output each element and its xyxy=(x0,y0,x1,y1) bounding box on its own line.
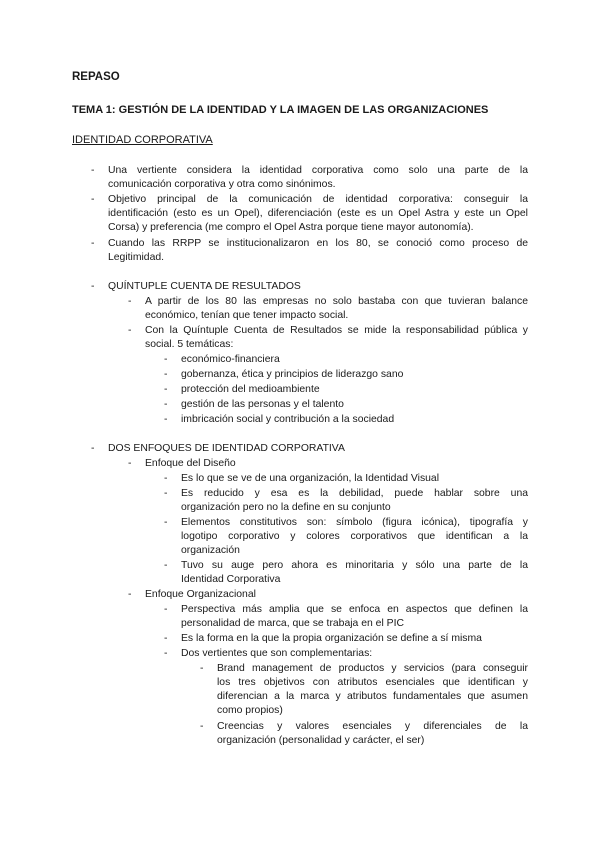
text-line: QUÍNTUPLE CUENTA DE RESULTADOS xyxy=(108,281,301,292)
bullet-marker: - xyxy=(164,414,168,425)
bullet-marker: - xyxy=(164,354,168,365)
bullet-marker: - xyxy=(164,648,168,659)
text-line: comunicación corporativa y otra como sinónimos. xyxy=(108,179,336,190)
text-line: Identidad Corporativa xyxy=(181,574,281,585)
section-title: IDENTIDAD CORPORATIVA xyxy=(72,134,213,146)
text-line: Perspectiva más amplia que se enfoca en aspectos que definen la xyxy=(181,604,528,615)
text-line: Es reducido y esa es la debilidad, puede hablar sobre una xyxy=(181,488,528,499)
bullet-marker: - xyxy=(128,296,132,307)
text-line: imbricación social y contribución a la sociedad xyxy=(181,414,395,425)
bullet-marker: - xyxy=(164,633,168,644)
text-line: protección del medioambiente xyxy=(181,384,320,395)
text-line: gobernanza, ética y principios de liderazgo sano xyxy=(181,369,404,380)
text-line: Cuando las RRPP se institucionalizaron en los 80, se conoció como proceso de xyxy=(108,238,528,249)
bullet-marker: - xyxy=(91,281,95,292)
document-heading: REPASO xyxy=(72,71,120,83)
text-line: Enfoque del Diseño xyxy=(145,458,236,469)
bullet-marker: - xyxy=(91,238,95,249)
bullet-marker: - xyxy=(128,589,132,600)
bullet-marker: - xyxy=(164,384,168,395)
text-line: Tuvo su auge pero ahora es minoritaria y sólo una parte de la xyxy=(181,560,528,571)
bullet-marker: - xyxy=(128,325,132,336)
text-line: organización (personalidad y carácter, el ser) xyxy=(217,735,425,746)
bullet-marker: - xyxy=(164,488,168,499)
text-line: los tres objetivos con atributos esenciales que identifican y xyxy=(217,677,528,688)
bullet-marker: - xyxy=(200,721,204,732)
text-line: identificación (esto es un Opel), diferenciación (este es un Opel Astra y este un Opel xyxy=(108,208,528,219)
text-line: Es la forma en la que la propia organización se define a sí misma xyxy=(181,633,482,644)
text-line: Elementos constitutivos son: símbolo (figura icónica), tipografía y xyxy=(181,517,528,528)
bullet-marker: - xyxy=(200,663,204,674)
text-line: A partir de los 80 las empresas no solo bastaba con que tuvieran balance xyxy=(145,296,528,307)
bullet-marker: - xyxy=(91,194,95,205)
text-line: organización xyxy=(181,545,240,556)
bullet-marker: - xyxy=(164,517,168,528)
text-line: Una vertiente considera la identidad corporativa como solo una parte de la xyxy=(108,165,528,176)
topic-title: TEMA 1: GESTIÓN DE LA IDENTIDAD Y LA IMAGEN DE LAS ORGANIZACIONES xyxy=(72,104,489,116)
text-line: social. 5 temáticas: xyxy=(145,339,234,350)
bullet-marker: - xyxy=(91,443,95,454)
text-line: Dos vertientes que son complementarias: xyxy=(181,648,373,659)
text-line: Enfoque Organizacional xyxy=(145,589,256,600)
text-line: logotipo corporativo y colores corporativos que identifican a la xyxy=(181,531,528,542)
text-line: Brand management de productos y servicios (para conseguir xyxy=(217,663,528,674)
text-line: económico-financiera xyxy=(181,354,280,365)
text-line: diferencian a la marca y atributos fundamentales que asumen xyxy=(217,691,528,702)
bullet-marker: - xyxy=(164,473,168,484)
text-line: organización pero no la define en su conjunto xyxy=(181,502,391,513)
text-line: gestión de las personas y el talento xyxy=(181,399,344,410)
bullet-marker: - xyxy=(91,165,95,176)
bullet-marker: - xyxy=(164,369,168,380)
text-line: como propios) xyxy=(217,705,283,716)
text-line: personalidad de marca, que se trabaja en el PIC xyxy=(181,618,404,629)
text-line: Objetivo principal de la comunicación de identidad corporativa: conseguir la xyxy=(108,194,528,205)
text-line: Es lo que se ve de una organización, la Identidad Visual xyxy=(181,473,440,484)
bullet-marker: - xyxy=(164,399,168,410)
bullet-marker: - xyxy=(164,604,168,615)
text-line: Con la Quíntuple Cuenta de Resultados se mide la responsabilidad pública y xyxy=(145,325,528,336)
bullet-marker: - xyxy=(164,560,168,571)
text-line: Legitimidad. xyxy=(108,252,165,263)
text-line: Creencias y valores esenciales y diferenciales de la xyxy=(217,721,528,732)
bullet-marker: - xyxy=(128,458,132,469)
text-line: DOS ENFOQUES DE IDENTIDAD CORPORATIVA xyxy=(108,443,345,454)
text-line: económico, tenían que tener impacto social. xyxy=(145,310,349,321)
text-line: Corsa) y preferencia (me compro el Opel Astra porque tiene mayor autonomía). xyxy=(108,222,474,233)
